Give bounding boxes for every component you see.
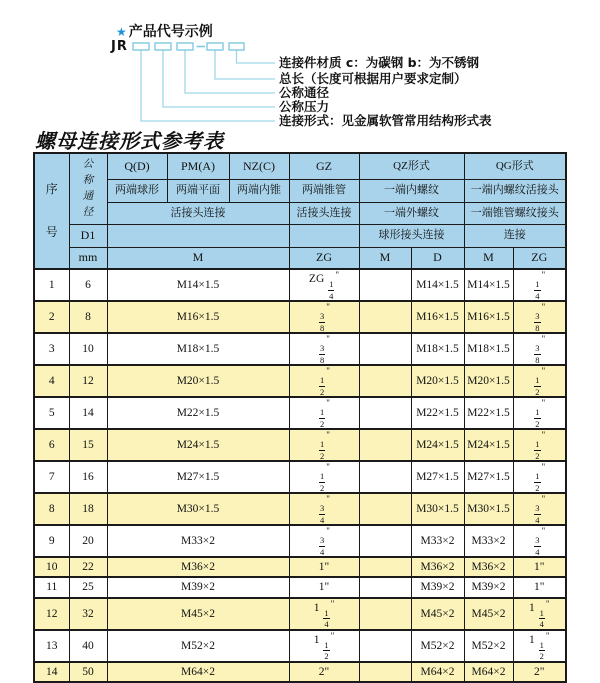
cell-qz-d: M24×1.5 [411, 429, 464, 461]
cell-dn: 14 [69, 397, 107, 429]
cell-qz-d: M30×1.5 [411, 493, 464, 525]
cell-m-thread: M39×2 [107, 577, 289, 597]
cell-gz-zg: $\frac{3}{8}$ " [289, 333, 359, 365]
cell-qz-d: M16×1.5 [411, 301, 464, 333]
cell-qg-zg: 2" [513, 662, 566, 682]
cell-m-thread: M33×2 [107, 525, 289, 557]
cell-seq: 5 [34, 397, 69, 429]
table-row [34, 662, 566, 682]
star-icon: ★ [116, 25, 127, 39]
cell-m-thread: M52×2 [107, 630, 289, 662]
header-code-qg: QG形式 [464, 153, 566, 179]
header-code-nzc: NZ(C) [229, 153, 289, 179]
cell-qz-m [359, 365, 411, 397]
header-qg-taper-thread-joint: 一端锥管螺纹接头 [464, 202, 566, 224]
cell-qz-d: M18×1.5 [411, 333, 464, 365]
cell-qg-zg: $\frac{3}{8}$ " [513, 301, 566, 333]
cell-qz-m [359, 557, 411, 577]
cell-gz-zg: $\frac{3}{4}$ " [289, 493, 359, 525]
table-row [34, 557, 566, 577]
cell-m-thread: M14×1.5 [107, 269, 289, 301]
cell-seq: 4 [34, 365, 69, 397]
header-desc-pma: 两端平面 [167, 179, 229, 202]
cell-m-thread: M22×1.5 [107, 397, 289, 429]
cell-qz-m [359, 598, 411, 630]
cell-gz-zg: 2" [289, 662, 359, 682]
pointer-line-material [237, 51, 276, 64]
header-code-qd: Q(D) [107, 153, 167, 179]
cell-dn: 32 [69, 598, 107, 630]
cell-dn: 40 [69, 630, 107, 662]
cell-gz-zg: 1 $\frac{1}{4}$ " [289, 598, 359, 630]
diagram-label-material: 连接件材质 c：为碳钢 b：为不锈钢 [279, 55, 480, 70]
cell-qz-d: M36×2 [411, 557, 464, 577]
header-qz-ball-joint-connection: 球形接头连接 [359, 224, 464, 247]
cell-qz-d: M20×1.5 [411, 365, 464, 397]
cell-gz-zg: $\frac{1}{2}$ " [289, 365, 359, 397]
cell-seq: 12 [34, 598, 69, 630]
cell-qg-m: M52×2 [464, 630, 513, 662]
code-box-5 [229, 43, 244, 50]
diagram-label-length: 总长（长度可根据用户要求定制） [279, 71, 467, 86]
table-title: 螺母连接形式参考表 [35, 129, 224, 153]
cell-dn: 18 [69, 493, 107, 525]
cell-qg-m: M14×1.5 [464, 269, 513, 301]
cell-gz-zg: $\frac{3}{4}$ " [289, 525, 359, 557]
diagram-label-pressure: 公称压力 [279, 99, 330, 114]
cell-m-thread: M45×2 [107, 598, 289, 630]
cell-qz-m [359, 429, 411, 461]
header-code-qz: QZ形式 [359, 153, 464, 179]
table-row [34, 301, 566, 333]
cell-m-thread: M18×1.5 [107, 333, 289, 365]
cell-qg-zg: 1" [513, 577, 566, 597]
table-body [34, 269, 566, 682]
cell-m-thread: M64×2 [107, 662, 289, 682]
cell-seq: 11 [34, 577, 69, 597]
cell-qz-m [359, 577, 411, 597]
cell-qg-zg: $\frac{3}{4}$ " [513, 493, 566, 525]
table-row [34, 525, 566, 557]
cell-qg-m: M39×2 [464, 577, 513, 597]
header-union-connection-gz: 活接头连接 [289, 202, 359, 224]
cell-qz-m [359, 461, 411, 493]
cell-qg-zg: $\frac{1}{2}$ " [513, 397, 566, 429]
cell-qg-m: M36×2 [464, 557, 513, 577]
cell-seq: 6 [34, 429, 69, 461]
cell-qg-m: M22×1.5 [464, 397, 513, 429]
cell-qz-d: M33×2 [411, 525, 464, 557]
cell-qz-m [359, 493, 411, 525]
cell-qg-m: M18×1.5 [464, 333, 513, 365]
cell-qg-zg: $\frac{1}{2}$ " [513, 365, 566, 397]
header-code-gz: GZ [289, 153, 359, 179]
cell-qg-zg: 1 $\frac{1}{4}$ " [513, 598, 566, 630]
cell-seq: 2 [34, 301, 69, 333]
cell-seq: 1 [34, 269, 69, 301]
cell-dn: 20 [69, 525, 107, 557]
cell-seq: 9 [34, 525, 69, 557]
header-qz-external-thread: 一端外螺纹 [359, 202, 464, 224]
table-row [34, 333, 566, 365]
cell-m-thread: M16×1.5 [107, 301, 289, 333]
cell-seq: 7 [34, 461, 69, 493]
header-desc-qd: 两端球形 [107, 179, 167, 202]
cell-qg-zg: 1" [513, 557, 566, 577]
cell-gz-zg: 1" [289, 577, 359, 597]
header-qz-sub-m: M [359, 247, 411, 269]
cell-gz-zg: $\frac{3}{8}$ " [289, 301, 359, 333]
cell-dn: 22 [69, 557, 107, 577]
cell-qg-m: M24×1.5 [464, 429, 513, 461]
cell-seq: 14 [34, 662, 69, 682]
diagram-heading-text: 产品代号示例 [128, 24, 213, 40]
cell-qg-m: M27×1.5 [464, 461, 513, 493]
pointer-line-connection [141, 51, 275, 122]
cell-qz-m [359, 269, 411, 301]
cell-gz-zg: $\frac{1}{2}$ " [289, 397, 359, 429]
diagram-label-connection: 连接形式：见金属软管常用结构形式表 [279, 113, 492, 128]
cell-m-thread: M24×1.5 [107, 429, 289, 461]
table-row [34, 630, 566, 662]
table-header [34, 153, 566, 269]
table-row [34, 429, 566, 461]
cell-gz-zg: 1" [289, 557, 359, 577]
cell-qg-m: M20×1.5 [464, 365, 513, 397]
cell-seq: 10 [34, 557, 69, 577]
header-qg-sub-m: M [464, 247, 513, 269]
header-desc-nzc: 两端内锥 [229, 179, 289, 202]
pointer-line-length [215, 51, 275, 80]
table-row [34, 598, 566, 630]
cell-m-thread: M30×1.5 [107, 493, 289, 525]
code-box-2 [155, 43, 171, 50]
header-qg-connection: 连接 [464, 224, 566, 247]
header-qg-sub-zg: ZG [513, 247, 566, 269]
cell-dn: 50 [69, 662, 107, 682]
code-box-4 [207, 43, 223, 50]
cell-dn: 16 [69, 461, 107, 493]
header-blank-left [107, 224, 289, 247]
table-row [34, 493, 566, 525]
cell-qz-m [359, 662, 411, 682]
cell-qg-m: M33×2 [464, 525, 513, 557]
cell-seq: 8 [34, 493, 69, 525]
cell-qz-m [359, 301, 411, 333]
cell-qg-zg: $\frac{1}{2}$ " [513, 429, 566, 461]
header-zg-gz: ZG [289, 247, 359, 269]
cell-qz-d: M64×2 [411, 662, 464, 682]
table-row [34, 577, 566, 597]
header-m-span: M [107, 247, 289, 269]
cell-m-thread: M20×1.5 [107, 365, 289, 397]
code-box-3 [177, 43, 193, 50]
cell-qz-d: M39×2 [411, 577, 464, 597]
cell-gz-zg: ZG $\frac{1}{4}$ " [289, 269, 359, 301]
table-row [34, 365, 566, 397]
cell-dn: 8 [69, 301, 107, 333]
header-blank-gz [289, 224, 359, 247]
cell-qg-zg: $\frac{3}{8}$ " [513, 333, 566, 365]
diagram-heading [116, 21, 213, 41]
cell-qz-d: M45×2 [411, 598, 464, 630]
cell-dn: 6 [69, 269, 107, 301]
cell-gz-zg: $\frac{1}{2}$ " [289, 461, 359, 493]
nut-connection-reference-table [33, 152, 567, 683]
cell-qz-d: M52×2 [411, 630, 464, 662]
cell-qz-m [359, 333, 411, 365]
cell-qz-m [359, 525, 411, 557]
cell-gz-zg: 1 $\frac{1}{2}$ " [289, 630, 359, 662]
cell-qg-zg: $\frac{1}{4}$ " [513, 269, 566, 301]
cell-dn: 15 [69, 429, 107, 461]
cell-qg-m: M45×2 [464, 598, 513, 630]
cell-dn: 10 [69, 333, 107, 365]
product-code-prefix: JR [111, 39, 128, 54]
cell-qg-m: M16×1.5 [464, 301, 513, 333]
table-row [34, 461, 566, 493]
header-qz-sub-d: D [411, 247, 464, 269]
header-seq: 序 号 [34, 153, 69, 269]
cell-gz-zg: $\frac{1}{2}$ " [289, 429, 359, 461]
table-row [34, 269, 566, 301]
header-unit-mm: mm [69, 247, 107, 269]
cell-dn: 12 [69, 365, 107, 397]
cell-m-thread: M36×2 [107, 557, 289, 577]
header-qg-internal-thread-union: 一端内螺纹活接头 [464, 179, 566, 202]
cell-qg-m: M30×1.5 [464, 493, 513, 525]
header-desc-gz: 两端锥管 [289, 179, 359, 202]
table-row [34, 397, 566, 429]
cell-qg-zg: $\frac{3}{4}$ " [513, 525, 566, 557]
header-union-connection: 活接头连接 [107, 202, 289, 224]
cell-qz-d: M27×1.5 [411, 461, 464, 493]
cell-qg-zg: 1 $\frac{1}{2}$ " [513, 630, 566, 662]
cell-qg-m: M64×2 [464, 662, 513, 682]
cell-qz-d: M14×1.5 [411, 269, 464, 301]
header-qz-internal-thread: 一端内螺纹 [359, 179, 464, 202]
pointer-line-diameter [185, 51, 275, 94]
diagram-label-diameter: 公称通径 [279, 85, 330, 100]
cell-seq: 13 [34, 630, 69, 662]
header-d1: D1 [69, 224, 107, 247]
cell-m-thread: M27×1.5 [107, 461, 289, 493]
cell-qz-d: M22×1.5 [411, 397, 464, 429]
code-box-1 [133, 43, 149, 50]
header-nominal-diameter: 公 称 通 径 [69, 153, 107, 224]
cell-qg-zg: $\frac{1}{2}$ " [513, 461, 566, 493]
cell-seq: 3 [34, 333, 69, 365]
cell-dn: 25 [69, 577, 107, 597]
cell-qz-m [359, 630, 411, 662]
header-code-pma: PM(A) [167, 153, 229, 179]
cell-qz-m [359, 397, 411, 429]
